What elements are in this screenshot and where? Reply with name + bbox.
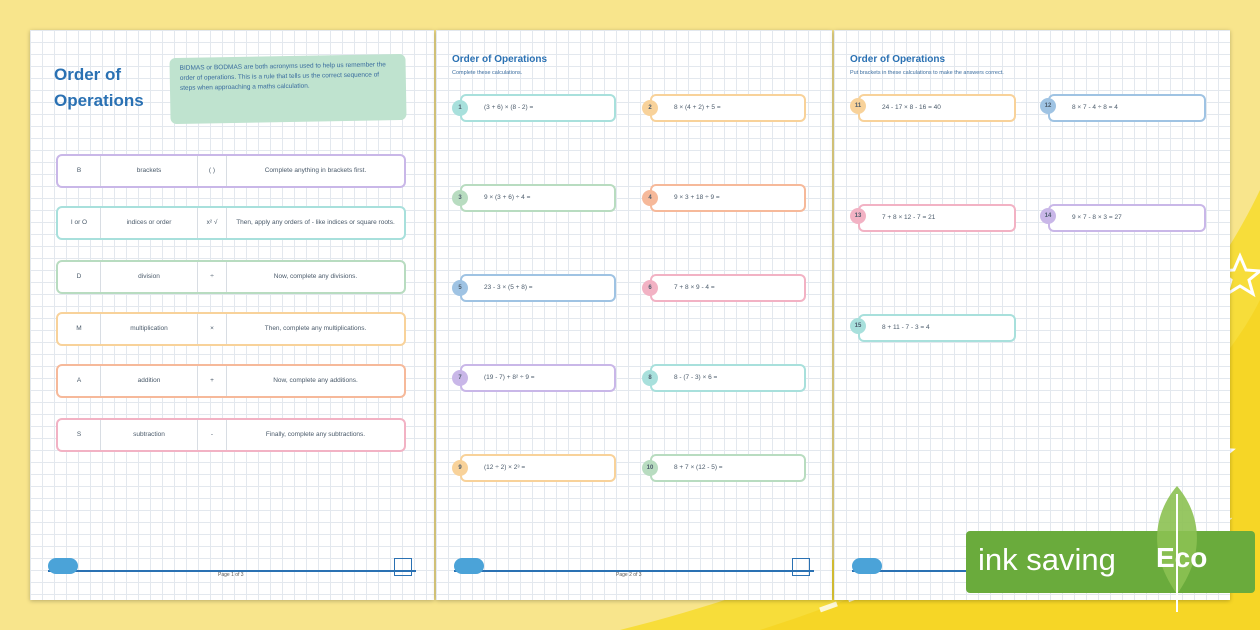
calc-box xyxy=(650,274,806,302)
worksheet-page-2 xyxy=(436,30,832,600)
calc-number: 14 xyxy=(1040,208,1056,224)
row-symbol: + xyxy=(198,366,227,396)
calc-box xyxy=(460,94,616,122)
row-symbol: ÷ xyxy=(198,262,227,292)
row-word: brackets xyxy=(101,156,198,186)
row-letter: A xyxy=(58,366,101,396)
row-letter: D xyxy=(58,262,101,292)
calc-expression: 7 + 8 × 12 - 7 = 21 xyxy=(882,214,936,221)
calc-number: 7 xyxy=(452,370,468,386)
row-symbol: - xyxy=(198,420,227,450)
row-description: Complete anything in brackets first. xyxy=(264,167,367,174)
page-number: Page 2 of 3 xyxy=(616,572,642,578)
calc-expression: 8 × (4 + 2) + 5 = xyxy=(674,104,721,111)
row-word: addition xyxy=(101,366,198,396)
row-description: Then, apply any orders of - like indices or square roots. xyxy=(236,219,395,226)
calc-number: 2 xyxy=(642,100,658,116)
calc-expression: 9 × 7 - 8 × 3 = 27 xyxy=(1072,214,1122,221)
page-title: Order of Operations xyxy=(850,54,946,65)
row-letter: M xyxy=(58,314,101,344)
table-row xyxy=(56,260,406,294)
calc-expression: 8 + 11 - 7 - 3 = 4 xyxy=(882,324,930,331)
calc-box xyxy=(460,184,616,212)
calc-expression: 9 × 3 + 18 ÷ 9 = xyxy=(674,194,720,201)
ink-saving-label: ink saving xyxy=(978,542,1116,577)
table-row xyxy=(56,154,406,188)
table-row xyxy=(56,364,406,398)
worksheet-page-1 xyxy=(30,30,434,600)
twinkl-logo xyxy=(852,558,882,574)
calc-expression: 7 + 8 × 9 - 4 = xyxy=(674,284,715,291)
calc-number: 3 xyxy=(452,190,468,206)
calc-box xyxy=(460,274,616,302)
row-letter: I or O xyxy=(58,208,101,238)
footer-badge-icon xyxy=(792,558,810,576)
calc-expression: 8 × 7 - 4 ÷ 8 = 4 xyxy=(1072,104,1118,111)
calc-expression: 9 × (3 + 6) ÷ 4 = xyxy=(484,194,531,201)
row-word: subtraction xyxy=(101,420,198,450)
row-symbol: × xyxy=(198,314,227,344)
calc-box xyxy=(858,314,1016,342)
calc-number: 5 xyxy=(452,280,468,296)
row-letter: S xyxy=(58,420,101,450)
calc-expression: (3 + 6) × (8 - 2) = xyxy=(484,104,534,111)
intro-callout: BIDMAS or BODMAS are both acronyms used to help us remember the order of operations. This is a rule that tells us the correct sequence of steps when approaching a maths calculation. xyxy=(169,54,406,124)
calc-expression: (19 - 7) + 8² ÷ 9 = xyxy=(484,374,535,381)
calc-expression: 8 + 7 × (12 - 5) = xyxy=(674,464,723,471)
page-subtitle: Put brackets in these calculations to make the answers correct. xyxy=(850,70,1004,76)
calc-number: 4 xyxy=(642,190,658,206)
calc-number: 10 xyxy=(642,460,658,476)
row-word: division xyxy=(101,262,198,292)
calc-box xyxy=(650,364,806,392)
calc-box xyxy=(1048,94,1206,122)
footer-badge-icon xyxy=(394,558,412,576)
row-description: Now, complete any additions. xyxy=(273,377,358,384)
calc-number: 13 xyxy=(850,208,866,224)
row-letter: B xyxy=(58,156,101,186)
calc-box xyxy=(858,94,1016,122)
calc-expression: 24 - 17 × 8 - 16 = 40 xyxy=(882,104,941,111)
row-word: indices or order xyxy=(101,208,198,238)
calc-box xyxy=(460,364,616,392)
row-description: Finally, complete any subtractions. xyxy=(265,431,366,438)
page-number: Page 1 of 3 xyxy=(218,572,244,578)
calc-expression: 8 - (7 - 3) × 6 = xyxy=(674,374,718,381)
calc-box xyxy=(460,454,616,482)
page-subtitle: Complete these calculations. xyxy=(452,70,523,76)
calc-number: 11 xyxy=(850,98,866,114)
calc-box xyxy=(650,454,806,482)
calc-number: 8 xyxy=(642,370,658,386)
calc-number: 9 xyxy=(452,460,468,476)
calc-number: 6 xyxy=(642,280,658,296)
row-symbol: x² √ xyxy=(198,208,227,238)
calc-expression: 23 - 3 × (5 + 8) = xyxy=(484,284,533,291)
row-description: Then, complete any multiplications. xyxy=(264,325,367,332)
table-row xyxy=(56,206,406,240)
calc-box xyxy=(1048,204,1206,232)
table-row xyxy=(56,312,406,346)
calc-box xyxy=(650,184,806,212)
row-symbol: ( ) xyxy=(198,156,227,186)
row-word: multiplication xyxy=(101,314,198,344)
calc-number: 1 xyxy=(452,100,468,116)
calc-number: 15 xyxy=(850,318,866,334)
calc-box xyxy=(858,204,1016,232)
page-title: Order of Operations xyxy=(54,65,144,110)
calc-box xyxy=(650,94,806,122)
page-title: Order of Operations xyxy=(452,54,548,65)
twinkl-logo xyxy=(454,558,484,574)
table-row xyxy=(56,418,406,452)
row-description: Now, complete any divisions. xyxy=(273,273,358,280)
eco-label: Eco xyxy=(1156,542,1208,573)
calc-expression: (12 ÷ 2) × 2³ = xyxy=(484,464,526,471)
twinkl-logo xyxy=(48,558,78,574)
calc-number: 12 xyxy=(1040,98,1056,114)
